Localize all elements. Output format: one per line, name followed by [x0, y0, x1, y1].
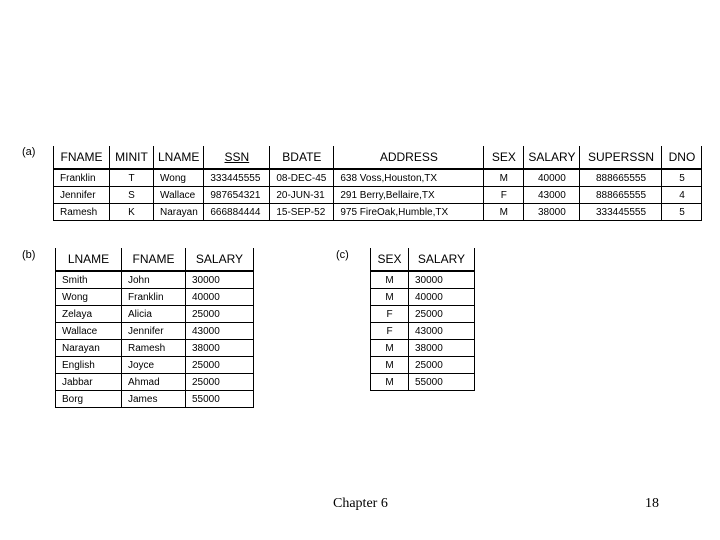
column-header-sex: SEX	[371, 248, 409, 271]
column-header-salary: SALARY	[524, 146, 580, 169]
table-cell: F	[371, 306, 409, 323]
column-header-fname: FNAME	[122, 248, 186, 271]
table-row	[56, 340, 254, 357]
table-row	[371, 357, 475, 374]
table-cell: 43000	[524, 187, 580, 204]
table-cell: 40000	[409, 289, 475, 306]
column-header-sex: SEX	[484, 146, 524, 169]
table-row	[54, 187, 702, 204]
chapter-footer: Chapter 6	[333, 496, 388, 511]
table-cell: 15-SEP-52	[270, 204, 334, 221]
table-cell: Wallace	[56, 323, 122, 340]
lname-fname-salary-table	[55, 248, 254, 408]
table-cell: Ahmad	[122, 374, 186, 391]
table-cell: M	[371, 374, 409, 391]
table-cell: 25000	[409, 357, 475, 374]
table-cell: M	[371, 357, 409, 374]
part-a-label: (a)	[22, 146, 36, 158]
table-cell: Jabbar	[56, 374, 122, 391]
table-row	[56, 323, 254, 340]
table-cell: 38000	[186, 340, 254, 357]
table-cell: 20-JUN-31	[270, 187, 334, 204]
table-cell: 30000	[409, 271, 475, 289]
column-header-lname: LNAME	[154, 146, 204, 169]
table-header-row	[371, 248, 475, 271]
table-cell: 55000	[186, 391, 254, 408]
table-cell: Wallace	[154, 187, 204, 204]
table-cell: John	[122, 271, 186, 289]
table-cell: K	[110, 204, 154, 221]
table-cell: M	[371, 271, 409, 289]
table-cell: 30000	[186, 271, 254, 289]
table-row	[56, 391, 254, 408]
column-header-dno: DNO	[662, 146, 702, 169]
table-cell: 40000	[186, 289, 254, 306]
table-cell: Wong	[56, 289, 122, 306]
table-row	[371, 340, 475, 357]
table-cell: M	[371, 340, 409, 357]
table-cell: 888665555	[580, 187, 662, 204]
table-cell: 987654321	[204, 187, 270, 204]
column-header-superssn: SUPERSSN	[580, 146, 662, 169]
table-row	[56, 357, 254, 374]
table-cell: 5	[662, 169, 702, 187]
part-c-label: (c)	[336, 249, 349, 261]
table-cell: 38000	[524, 204, 580, 221]
column-header-address: ADDRESS	[334, 146, 484, 169]
table-cell: Narayan	[56, 340, 122, 357]
employee-table	[53, 146, 702, 221]
table-cell: Alicia	[122, 306, 186, 323]
table-cell: 333445555	[580, 204, 662, 221]
table-cell: Borg	[56, 391, 122, 408]
table-cell: Ramesh	[122, 340, 186, 357]
table-cell: Joyce	[122, 357, 186, 374]
table-cell: 25000	[186, 357, 254, 374]
table-cell: S	[110, 187, 154, 204]
table-cell: 333445555	[204, 169, 270, 187]
sex-salary-table	[370, 248, 475, 391]
table-row	[371, 306, 475, 323]
table-cell: 888665555	[580, 169, 662, 187]
table-header-row	[54, 146, 702, 169]
table-cell: Jennifer	[54, 187, 110, 204]
column-header-lname: LNAME	[56, 248, 122, 271]
table-cell: James	[122, 391, 186, 408]
table-cell: T	[110, 169, 154, 187]
page-number: 18	[645, 496, 659, 511]
table-cell: F	[371, 323, 409, 340]
table-cell: Narayan	[154, 204, 204, 221]
table-cell: Smith	[56, 271, 122, 289]
table-cell: M	[484, 169, 524, 187]
table-row	[54, 204, 702, 221]
table-cell: 666884444	[204, 204, 270, 221]
table-row	[56, 374, 254, 391]
table-cell: Ramesh	[54, 204, 110, 221]
table-row	[56, 271, 254, 289]
table-cell: 40000	[524, 169, 580, 187]
column-header-salary: SALARY	[409, 248, 475, 271]
table-cell: 638 Voss,Houston,TX	[334, 169, 484, 187]
table-header-row	[56, 248, 254, 271]
table-cell: M	[484, 204, 524, 221]
table-cell: 25000	[186, 374, 254, 391]
column-header-ssn: SSN	[204, 146, 270, 169]
table-cell: 4	[662, 187, 702, 204]
table-cell: M	[371, 289, 409, 306]
table-cell: 55000	[409, 374, 475, 391]
table-row	[371, 323, 475, 340]
column-header-bdate: BDATE	[270, 146, 334, 169]
table-cell: 08-DEC-45	[270, 169, 334, 187]
table-cell: Franklin	[54, 169, 110, 187]
table-cell: Jennifer	[122, 323, 186, 340]
table-cell: 43000	[409, 323, 475, 340]
table-cell: 25000	[409, 306, 475, 323]
table-row	[371, 289, 475, 306]
table-cell: 38000	[409, 340, 475, 357]
table-cell: 975 FireOak,Humble,TX	[334, 204, 484, 221]
table-cell: Zelaya	[56, 306, 122, 323]
table-cell: 43000	[186, 323, 254, 340]
table-cell: Franklin	[122, 289, 186, 306]
column-header-fname: FNAME	[54, 146, 110, 169]
table-row	[371, 271, 475, 289]
table-row	[371, 374, 475, 391]
table-row	[56, 306, 254, 323]
table-row	[56, 289, 254, 306]
part-b-label: (b)	[22, 249, 36, 261]
table-cell: Wong	[154, 169, 204, 187]
table-cell: F	[484, 187, 524, 204]
table-cell: 25000	[186, 306, 254, 323]
table-cell: English	[56, 357, 122, 374]
column-header-salary: SALARY	[186, 248, 254, 271]
table-cell: 5	[662, 204, 702, 221]
table-cell: 291 Berry,Bellaire,TX	[334, 187, 484, 204]
table-row	[54, 169, 702, 187]
column-header-minit: MINIT	[110, 146, 154, 169]
